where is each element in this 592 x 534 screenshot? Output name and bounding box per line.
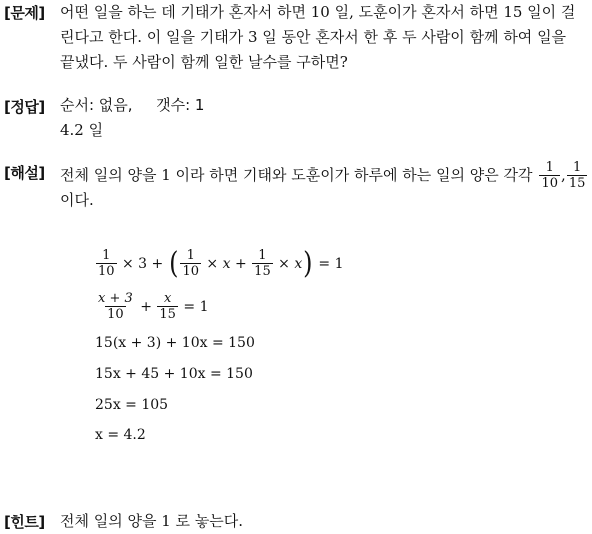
hint-text: 전체 일의 양을 1 로 놓는다.: [60, 512, 244, 530]
eq1-right-paren: ): [303, 245, 313, 281]
equation-5: 25x = 105: [95, 397, 169, 413]
answer-order: 순서: 없음,: [60, 96, 133, 114]
problem-line-2: 린다고 한다. 이 일을 기태가 3 일 동안 혼자서 한 후 두 사람이 함께 하여 일을: [60, 28, 567, 46]
equation-1: $\frac{1}{10}$ × 3 + ( $\frac{1}{10}$ × x + $\frac{1}{15}$ × x ) = 1: [98, 245, 344, 281]
answer-value: 4.2 일: [60, 121, 104, 139]
eq1-left-paren: (: [168, 245, 179, 281]
eq1-fraction-1: $\frac{1}{10}$: [98, 248, 115, 279]
eq1-fraction-3: $\frac{1}{15}$: [254, 248, 271, 279]
problem-text: [60, 0, 575, 75]
explanation-line-1: [60, 160, 588, 191]
fraction-kitae-rate: $\frac{1}{10}$: [541, 160, 559, 191]
equation-2: $\frac{x + 3}{10}$ + $\frac{x}{15}$ = 1: [98, 291, 209, 322]
explanation-label: [해설]: [4, 164, 45, 182]
equation-4: 15x + 45 + 10x = 150: [95, 366, 253, 382]
eq2-fraction-2: $\frac{x}{15}$: [159, 291, 176, 322]
explanation-line-2: 이다.: [60, 191, 94, 209]
equation-3: 15(x + 3) + 10x = 150: [95, 335, 255, 351]
fraction-dohun-rate: $\frac{1}{15}$: [568, 160, 586, 191]
problem-line-1: 어떤 일을 하는 데 기태가 혼자서 하면 10 일, 도훈이가 혼자서 하면 15 일이 걸: [60, 3, 576, 21]
equation-6: x = 4.2: [95, 427, 146, 443]
fraction-separator: ,: [561, 166, 566, 184]
problem-label: [문제]: [4, 4, 45, 22]
answer-meta: [60, 93, 204, 118]
answer-count: 갯수: 1: [156, 96, 205, 114]
hint-label: [힌트]: [4, 513, 45, 531]
explanation-line-1-text: 전체 일의 양을 1 이라 하면 기태와 도훈이가 하루에 하는 일의 양은 각각: [60, 166, 533, 184]
problem-line-3: 끝냈다. 두 사람이 함께 일한 날수를 구하면?: [60, 53, 348, 71]
eq1-fraction-2: $\frac{1}{10}$: [182, 248, 199, 279]
eq2-fraction-1: $\frac{x + 3}{10}$: [98, 291, 133, 322]
answer-label: [정답]: [4, 98, 45, 116]
